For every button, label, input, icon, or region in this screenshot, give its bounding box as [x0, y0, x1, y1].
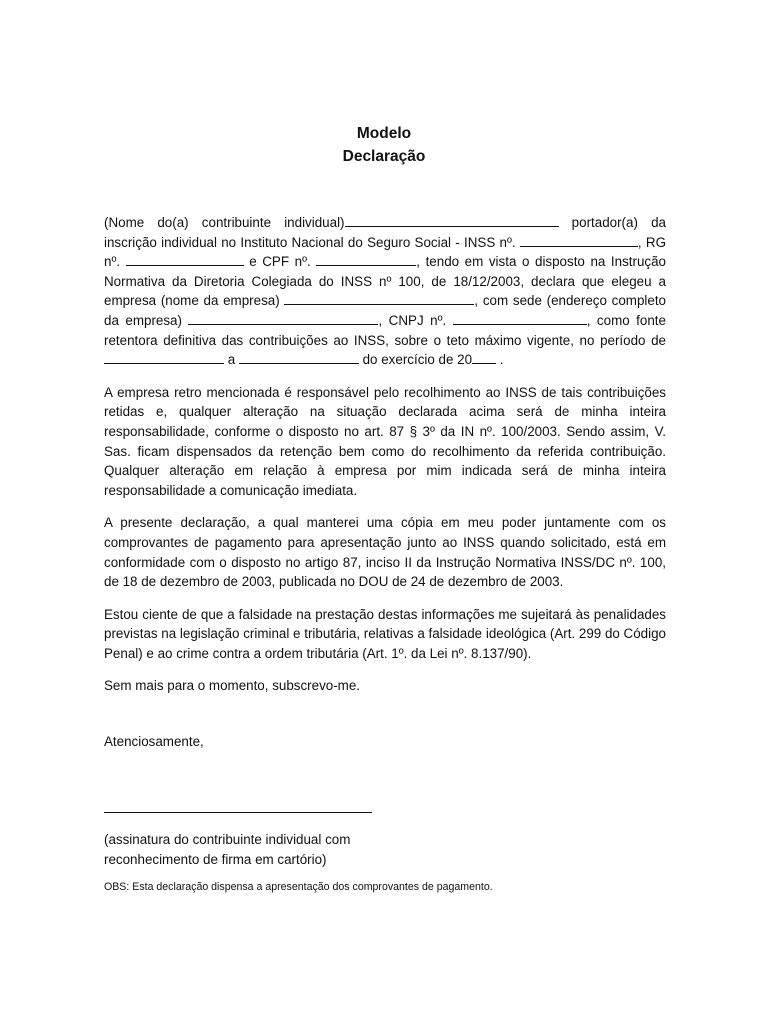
- document-title: Modelo: [356, 125, 412, 142]
- closing-salutation: Atenciosamente,: [104, 734, 204, 749]
- declaration-paragraph: [104, 213, 666, 370]
- conformity-paragraph: A presente declaração, a qual manterei uma cópia em meu poder juntamente com os comprovantes de pagamento para apresentação junto ao INSS quando solicitado, está em conformidade com o disposto no artigo 87, inciso II da Instrução Normativa INSS/DC nº. 100, de 18 de dezembro de 2003, publicada no DOU de 24 de dezembro de 2003.: [104, 515, 666, 590]
- rg-blank-field: [126, 253, 244, 266]
- paragraph-text: , como fonte retentora definitiva das contribuições ao INSS, sobre o teto máximo vigente, no período de: [104, 312, 666, 348]
- signature-caption-line: reconhecimento de firma em cartório): [104, 851, 327, 867]
- paragraph-text: do exercício de 20: [358, 352, 473, 368]
- paragraph-text: , tendo em vista o disposto na Instrução Normativa da Diretoria Colegiada do INSS nº 100, de 18/12/2003, declara que elegeu a empresa (nome da empresa): [104, 254, 666, 309]
- paragraph-text: a: [224, 352, 239, 368]
- period-end-blank-field: [239, 351, 359, 364]
- paragraph-text: (Nome do(a) contribuinte individual): [104, 215, 345, 230]
- cpf-blank-field: [316, 253, 416, 266]
- company-name-blank-field: [284, 292, 474, 305]
- paragraph-text: , RG nº.: [104, 234, 666, 270]
- inss-number-blank-field: [520, 234, 638, 247]
- period-start-blank-field: [104, 351, 224, 364]
- sign-off-paragraph: Sem mais para o momento, subscrevo-me.: [104, 678, 361, 694]
- document-body: [104, 213, 666, 709]
- responsibility-paragraph: A empresa retro mencionada é responsável pelo recolhimento ao INSS de tais contribuições retidas e, qualquer alteração na situação declarada acima será de minha inteira responsabilidade, conforme o disposto no art. 87 § 3º da IN nº. 100/2003. Sendo assim, V. Sas. ficam dispensados da retenção bem como do recolhimento da referida contribuição. Qualquer alteração em relação à empresa por mim indicada será de minha inteira responsabilidade a comunicação imediata.: [104, 384, 666, 498]
- name-blank-field: [345, 214, 559, 227]
- awareness-paragraph: Estou ciente de que a falsidade na prestação destas informações me sujeitará às penalidades previstas na legislação criminal e tributária, relativas a falsidade ideológica (Art. 299 do Código Penal) e ao crime contra a ordem tributária (Art. 1º. da Lei nº. 8.137/90).: [104, 606, 666, 661]
- company-address-blank-field: [188, 312, 378, 325]
- paragraph-text: , CNPJ nº.: [378, 312, 447, 328]
- paragraph-text: , com sede (endereço completo da empresa): [104, 293, 666, 328]
- year-blank-field: [472, 351, 496, 364]
- cnpj-blank-field: [453, 312, 587, 325]
- paragraph-text: portador(a) da inscrição individual no Instituto Nacional do Seguro Social - INSS nº.: [104, 215, 666, 250]
- observation-note: OBS: Esta declaração dispensa a apresentação dos comprovantes de pagamento.: [104, 881, 493, 893]
- document-header: [0, 122, 768, 168]
- document-subtitle: Declaração: [342, 148, 426, 165]
- paragraph-text: .: [496, 352, 504, 368]
- signature-caption: [104, 830, 424, 869]
- paragraph-text: e CPF nº.: [243, 254, 311, 270]
- signature-line: [104, 812, 372, 813]
- signature-caption-line: (assinatura do contribuinte individual com: [104, 832, 351, 847]
